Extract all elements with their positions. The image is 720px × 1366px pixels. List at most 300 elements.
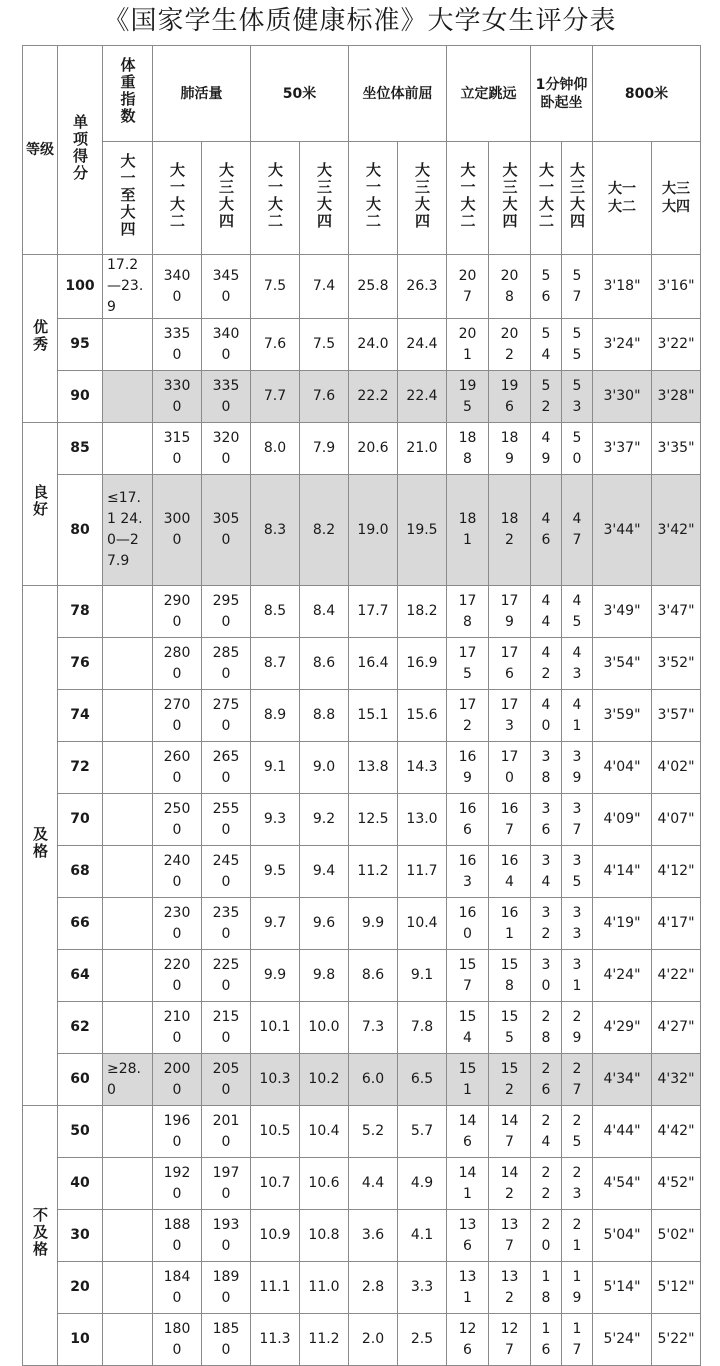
header-grade: 等级 xyxy=(23,46,58,255)
jump-cell: 142 xyxy=(489,1158,531,1210)
bmi-cell xyxy=(103,638,153,690)
sitreach-cell: 25.8 xyxy=(349,255,398,319)
run800-cell: 4'42" xyxy=(652,1106,701,1158)
run50-cell: 9.2 xyxy=(300,794,349,846)
table-row xyxy=(23,846,701,898)
sitreach-cell: 5.2 xyxy=(349,1106,398,1158)
lung-cell: 3200 xyxy=(202,423,251,475)
situp-cell: 40 xyxy=(531,690,562,742)
jump-cell: 173 xyxy=(489,690,531,742)
header-jump-b: 大三大四 xyxy=(489,142,531,255)
sitreach-cell: 3.6 xyxy=(349,1210,398,1262)
jump-cell: 179 xyxy=(489,586,531,638)
run800-cell: 3'52" xyxy=(652,638,701,690)
header-bmi-sub: 大一至大四 xyxy=(103,142,153,255)
lung-cell: 2850 xyxy=(202,638,251,690)
page-title: 《国家学生体质健康标准》大学女生评分表 xyxy=(103,6,617,36)
score-cell: 100 xyxy=(58,255,103,319)
sitreach-cell: 16.9 xyxy=(398,638,447,690)
bmi-cell xyxy=(103,423,153,475)
run800-cell: 4'07" xyxy=(652,794,701,846)
run800-cell: 3'47" xyxy=(652,586,701,638)
score-cell: 74 xyxy=(58,690,103,742)
bmi-cell xyxy=(103,1158,153,1210)
score-cell: 66 xyxy=(58,898,103,950)
bmi-cell xyxy=(103,846,153,898)
sitreach-cell: 17.7 xyxy=(349,586,398,638)
run800-cell: 4'29" xyxy=(593,1002,652,1054)
lung-cell: 2250 xyxy=(202,950,251,1002)
score-cell: 40 xyxy=(58,1158,103,1210)
situp-cell: 44 xyxy=(531,586,562,638)
sitreach-cell: 2.0 xyxy=(349,1314,398,1366)
situp-cell: 52 xyxy=(531,371,562,423)
header-jump-a: 大一大二 xyxy=(447,142,489,255)
lung-cell: 1960 xyxy=(153,1106,202,1158)
situp-cell: 57 xyxy=(562,255,593,319)
run50-cell: 7.6 xyxy=(251,319,300,371)
lung-cell: 2550 xyxy=(202,794,251,846)
sitreach-cell: 14.3 xyxy=(398,742,447,794)
header-run50: 50米 xyxy=(251,46,349,142)
table-row xyxy=(23,423,701,475)
lung-cell: 2700 xyxy=(153,690,202,742)
run50-cell: 11.3 xyxy=(251,1314,300,1366)
sitreach-cell: 10.4 xyxy=(398,898,447,950)
lung-cell: 2300 xyxy=(153,898,202,950)
situp-cell: 56 xyxy=(531,255,562,319)
header-sitreach-b: 大三大四 xyxy=(398,142,447,255)
situp-cell: 34 xyxy=(531,846,562,898)
grade-cell: 优秀 xyxy=(23,255,58,423)
situp-cell: 39 xyxy=(562,742,593,794)
table-row xyxy=(23,1314,701,1366)
jump-cell: 176 xyxy=(489,638,531,690)
header-run800-b: 大三大四 xyxy=(652,142,701,255)
bmi-cell: 17.2—23.9 xyxy=(103,255,153,319)
header-situp-b: 大三大四 xyxy=(562,142,593,255)
lung-cell: 2800 xyxy=(153,638,202,690)
table-row xyxy=(23,742,701,794)
lung-cell: 2150 xyxy=(202,1002,251,1054)
situp-cell: 42 xyxy=(531,638,562,690)
situp-cell: 50 xyxy=(562,423,593,475)
jump-cell: 157 xyxy=(447,950,489,1002)
jump-cell: 208 xyxy=(489,255,531,319)
table-row xyxy=(23,371,701,423)
lung-cell: 2650 xyxy=(202,742,251,794)
run800-cell: 4'09" xyxy=(593,794,652,846)
run800-cell: 3'37" xyxy=(593,423,652,475)
run800-cell: 4'52" xyxy=(652,1158,701,1210)
bmi-cell: ≤17.1 24.0—27.9 xyxy=(103,475,153,586)
run800-cell: 3'42" xyxy=(652,475,701,586)
situp-cell: 20 xyxy=(531,1210,562,1262)
jump-cell: 126 xyxy=(447,1314,489,1366)
sitreach-cell: 2.8 xyxy=(349,1262,398,1314)
jump-cell: 167 xyxy=(489,794,531,846)
jump-cell: 154 xyxy=(447,1002,489,1054)
sitreach-cell: 4.1 xyxy=(398,1210,447,1262)
score-cell: 72 xyxy=(58,742,103,794)
situp-cell: 16 xyxy=(531,1314,562,1366)
header-lung: 肺活量 xyxy=(153,46,251,142)
situp-cell: 28 xyxy=(531,1002,562,1054)
run800-cell: 5'24" xyxy=(593,1314,652,1366)
run50-cell: 8.3 xyxy=(251,475,300,586)
header-sitreach: 坐位体前屈 xyxy=(349,46,447,142)
jump-cell: 170 xyxy=(489,742,531,794)
lung-cell: 3400 xyxy=(202,319,251,371)
run50-cell: 9.9 xyxy=(251,950,300,1002)
score-cell: 80 xyxy=(58,475,103,586)
jump-cell: 172 xyxy=(447,690,489,742)
bmi-cell: ≥28.0 xyxy=(103,1054,153,1106)
lung-cell: 1920 xyxy=(153,1158,202,1210)
header-run800-a: 大一大二 xyxy=(593,142,652,255)
situp-cell: 53 xyxy=(562,371,593,423)
jump-cell: 152 xyxy=(489,1054,531,1106)
run50-cell: 8.8 xyxy=(300,690,349,742)
situp-cell: 47 xyxy=(562,475,593,586)
score-cell: 20 xyxy=(58,1262,103,1314)
sitreach-cell: 5.7 xyxy=(398,1106,447,1158)
table-row xyxy=(23,638,701,690)
lung-cell: 2000 xyxy=(153,1054,202,1106)
run50-cell: 9.3 xyxy=(251,794,300,846)
jump-cell: 201 xyxy=(447,319,489,371)
run800-cell: 4'34" xyxy=(593,1054,652,1106)
run50-cell: 9.0 xyxy=(300,742,349,794)
sitreach-cell: 24.0 xyxy=(349,319,398,371)
run800-cell: 3'49" xyxy=(593,586,652,638)
run50-cell: 10.8 xyxy=(300,1210,349,1262)
lung-cell: 3300 xyxy=(153,371,202,423)
run50-cell: 11.2 xyxy=(300,1314,349,1366)
jump-cell: 160 xyxy=(447,898,489,950)
run800-cell: 4'22" xyxy=(652,950,701,1002)
run50-cell: 9.8 xyxy=(300,950,349,1002)
run50-cell: 11.0 xyxy=(300,1262,349,1314)
run800-cell: 5'04" xyxy=(593,1210,652,1262)
run800-cell: 4'04" xyxy=(593,742,652,794)
header-lung-a: 大一大二 xyxy=(153,142,202,255)
run50-cell: 10.6 xyxy=(300,1158,349,1210)
run800-cell: 3'28" xyxy=(652,371,701,423)
table-row xyxy=(23,586,701,638)
lung-cell: 3000 xyxy=(153,475,202,586)
jump-cell: 164 xyxy=(489,846,531,898)
lung-cell: 2350 xyxy=(202,898,251,950)
lung-cell: 2010 xyxy=(202,1106,251,1158)
lung-cell: 1880 xyxy=(153,1210,202,1262)
jump-cell: 195 xyxy=(447,371,489,423)
situp-cell: 41 xyxy=(562,690,593,742)
jump-cell: 131 xyxy=(447,1262,489,1314)
run50-cell: 7.5 xyxy=(251,255,300,319)
score-cell: 10 xyxy=(58,1314,103,1366)
score-cell: 90 xyxy=(58,371,103,423)
sitreach-cell: 15.1 xyxy=(349,690,398,742)
score-cell: 78 xyxy=(58,586,103,638)
sitreach-cell: 6.5 xyxy=(398,1054,447,1106)
run50-cell: 7.7 xyxy=(251,371,300,423)
lung-cell: 1800 xyxy=(153,1314,202,1366)
sitreach-cell: 19.0 xyxy=(349,475,398,586)
grade-cell: 及格 xyxy=(23,586,58,1106)
run800-cell: 4'12" xyxy=(652,846,701,898)
sitreach-cell: 18.2 xyxy=(398,586,447,638)
sitreach-cell: 15.6 xyxy=(398,690,447,742)
jump-cell: 181 xyxy=(447,475,489,586)
header-score: 单项得分 xyxy=(58,46,103,255)
jump-cell: 146 xyxy=(447,1106,489,1158)
situp-cell: 18 xyxy=(531,1262,562,1314)
sitreach-cell: 20.6 xyxy=(349,423,398,475)
run50-cell: 8.7 xyxy=(251,638,300,690)
score-cell: 50 xyxy=(58,1106,103,1158)
table-row xyxy=(23,898,701,950)
run800-cell: 4'27" xyxy=(652,1002,701,1054)
jump-cell: 147 xyxy=(489,1106,531,1158)
sitreach-cell: 11.7 xyxy=(398,846,447,898)
score-cell: 68 xyxy=(58,846,103,898)
situp-cell: 24 xyxy=(531,1106,562,1158)
run800-cell: 4'44" xyxy=(593,1106,652,1158)
lung-cell: 1850 xyxy=(202,1314,251,1366)
run800-cell: 3'18" xyxy=(593,255,652,319)
run50-cell: 9.5 xyxy=(251,846,300,898)
jump-cell: 141 xyxy=(447,1158,489,1210)
table-row xyxy=(23,255,701,319)
sitreach-cell: 4.4 xyxy=(349,1158,398,1210)
run800-cell: 5'14" xyxy=(593,1262,652,1314)
situp-cell: 43 xyxy=(562,638,593,690)
score-cell: 76 xyxy=(58,638,103,690)
sitreach-cell: 6.0 xyxy=(349,1054,398,1106)
jump-cell: 182 xyxy=(489,475,531,586)
run50-cell: 8.6 xyxy=(300,638,349,690)
sitreach-cell: 4.9 xyxy=(398,1158,447,1210)
grade-cell: 良好 xyxy=(23,423,58,586)
situp-cell: 27 xyxy=(562,1054,593,1106)
jump-cell: 137 xyxy=(489,1210,531,1262)
header-run800: 800米 xyxy=(593,46,701,142)
lung-cell: 3450 xyxy=(202,255,251,319)
situp-cell: 55 xyxy=(562,319,593,371)
table-row xyxy=(23,1002,701,1054)
score-cell: 70 xyxy=(58,794,103,846)
header-jump: 立定跳远 xyxy=(447,46,531,142)
header-sitreach-a: 大一大二 xyxy=(349,142,398,255)
bmi-cell xyxy=(103,1002,153,1054)
run800-cell: 3'57" xyxy=(652,690,701,742)
run50-cell: 9.1 xyxy=(251,742,300,794)
jump-cell: 188 xyxy=(447,423,489,475)
situp-cell: 35 xyxy=(562,846,593,898)
run800-cell: 4'19" xyxy=(593,898,652,950)
run800-cell: 3'30" xyxy=(593,371,652,423)
run50-cell: 10.1 xyxy=(251,1002,300,1054)
run50-cell: 10.0 xyxy=(300,1002,349,1054)
situp-cell: 19 xyxy=(562,1262,593,1314)
jump-cell: 207 xyxy=(447,255,489,319)
jump-cell: 158 xyxy=(489,950,531,1002)
lung-cell: 1890 xyxy=(202,1262,251,1314)
score-cell: 60 xyxy=(58,1054,103,1106)
bmi-cell xyxy=(103,1106,153,1158)
run800-cell: 4'17" xyxy=(652,898,701,950)
lung-cell: 2100 xyxy=(153,1002,202,1054)
lung-cell: 1970 xyxy=(202,1158,251,1210)
situp-cell: 25 xyxy=(562,1106,593,1158)
header-lung-b: 大三大四 xyxy=(202,142,251,255)
header-situp: 1分钟仰卧起坐 xyxy=(531,46,593,142)
run50-cell: 7.9 xyxy=(300,423,349,475)
sitreach-cell: 26.3 xyxy=(398,255,447,319)
situp-cell: 54 xyxy=(531,319,562,371)
lung-cell: 2500 xyxy=(153,794,202,846)
bmi-cell xyxy=(103,690,153,742)
header-situp-a: 大一大二 xyxy=(531,142,562,255)
situp-cell: 46 xyxy=(531,475,562,586)
bmi-cell xyxy=(103,742,153,794)
run50-cell: 9.4 xyxy=(300,846,349,898)
table-row xyxy=(23,794,701,846)
jump-cell: 175 xyxy=(447,638,489,690)
lung-cell: 2050 xyxy=(202,1054,251,1106)
score-table xyxy=(22,45,701,1366)
jump-cell: 161 xyxy=(489,898,531,950)
sitreach-cell: 11.2 xyxy=(349,846,398,898)
situp-cell: 38 xyxy=(531,742,562,794)
header-bmi: 体重指数 xyxy=(103,46,153,142)
situp-cell: 45 xyxy=(562,586,593,638)
run800-cell: 5'02" xyxy=(652,1210,701,1262)
table-row xyxy=(23,1262,701,1314)
bmi-cell xyxy=(103,319,153,371)
situp-cell: 32 xyxy=(531,898,562,950)
sitreach-cell: 22.4 xyxy=(398,371,447,423)
run800-cell: 4'14" xyxy=(593,846,652,898)
run800-cell: 4'32" xyxy=(652,1054,701,1106)
situp-cell: 29 xyxy=(562,1002,593,1054)
bmi-cell xyxy=(103,586,153,638)
jump-cell: 163 xyxy=(447,846,489,898)
run50-cell: 10.5 xyxy=(251,1106,300,1158)
run50-cell: 7.5 xyxy=(300,319,349,371)
lung-cell: 3350 xyxy=(153,319,202,371)
lung-cell: 2950 xyxy=(202,586,251,638)
run50-cell: 7.4 xyxy=(300,255,349,319)
run50-cell: 8.0 xyxy=(251,423,300,475)
run50-cell: 7.6 xyxy=(300,371,349,423)
bmi-cell xyxy=(103,1210,153,1262)
sitreach-cell: 7.8 xyxy=(398,1002,447,1054)
situp-cell: 49 xyxy=(531,423,562,475)
jump-cell: 155 xyxy=(489,1002,531,1054)
table-row xyxy=(23,1054,701,1106)
run50-cell: 10.4 xyxy=(300,1106,349,1158)
jump-cell: 166 xyxy=(447,794,489,846)
table-row xyxy=(23,690,701,742)
run800-cell: 3'16" xyxy=(652,255,701,319)
lung-cell: 1840 xyxy=(153,1262,202,1314)
run800-cell: 4'02" xyxy=(652,742,701,794)
run800-cell: 3'54" xyxy=(593,638,652,690)
bmi-cell xyxy=(103,371,153,423)
situp-cell: 30 xyxy=(531,950,562,1002)
situp-cell: 23 xyxy=(562,1158,593,1210)
run50-cell: 10.2 xyxy=(300,1054,349,1106)
lung-cell: 3400 xyxy=(153,255,202,319)
jump-cell: 189 xyxy=(489,423,531,475)
lung-cell: 3050 xyxy=(202,475,251,586)
grade-cell: 不及格 xyxy=(23,1106,58,1366)
jump-cell: 169 xyxy=(447,742,489,794)
run800-cell: 3'35" xyxy=(652,423,701,475)
run800-cell: 3'59" xyxy=(593,690,652,742)
run50-cell: 11.1 xyxy=(251,1262,300,1314)
lung-cell: 2900 xyxy=(153,586,202,638)
run800-cell: 4'24" xyxy=(593,950,652,1002)
sitreach-cell: 9.9 xyxy=(349,898,398,950)
table-row xyxy=(23,950,701,1002)
sitreach-cell: 21.0 xyxy=(398,423,447,475)
jump-cell: 127 xyxy=(489,1314,531,1366)
table-row xyxy=(23,1158,701,1210)
run50-cell: 9.7 xyxy=(251,898,300,950)
sitreach-cell: 12.5 xyxy=(349,794,398,846)
run800-cell: 5'12" xyxy=(652,1262,701,1314)
sitreach-cell: 19.5 xyxy=(398,475,447,586)
run50-cell: 8.5 xyxy=(251,586,300,638)
sitreach-cell: 9.1 xyxy=(398,950,447,1002)
situp-cell: 21 xyxy=(562,1210,593,1262)
sitreach-cell: 13.0 xyxy=(398,794,447,846)
table-row xyxy=(23,319,701,371)
score-cell: 85 xyxy=(58,423,103,475)
lung-cell: 3350 xyxy=(202,371,251,423)
run50-cell: 10.7 xyxy=(251,1158,300,1210)
run800-cell: 5'22" xyxy=(652,1314,701,1366)
sitreach-cell: 16.4 xyxy=(349,638,398,690)
lung-cell: 2750 xyxy=(202,690,251,742)
lung-cell: 1930 xyxy=(202,1210,251,1262)
lung-cell: 2200 xyxy=(153,950,202,1002)
score-cell: 30 xyxy=(58,1210,103,1262)
score-cell: 95 xyxy=(58,319,103,371)
run50-cell: 8.2 xyxy=(300,475,349,586)
table-body xyxy=(23,255,701,1366)
table-row xyxy=(23,1210,701,1262)
run800-cell: 3'44" xyxy=(593,475,652,586)
run50-cell: 8.4 xyxy=(300,586,349,638)
table-row xyxy=(23,1106,701,1158)
run50-cell: 8.9 xyxy=(251,690,300,742)
situp-cell: 17 xyxy=(562,1314,593,1366)
sitreach-cell: 2.5 xyxy=(398,1314,447,1366)
lung-cell: 2450 xyxy=(202,846,251,898)
bmi-cell xyxy=(103,1314,153,1366)
header-run50-a: 大一大二 xyxy=(251,142,300,255)
table-row xyxy=(23,475,701,586)
run800-cell: 4'54" xyxy=(593,1158,652,1210)
sitreach-cell: 13.8 xyxy=(349,742,398,794)
situp-cell: 22 xyxy=(531,1158,562,1210)
run800-cell: 3'22" xyxy=(652,319,701,371)
sitreach-cell: 7.3 xyxy=(349,1002,398,1054)
